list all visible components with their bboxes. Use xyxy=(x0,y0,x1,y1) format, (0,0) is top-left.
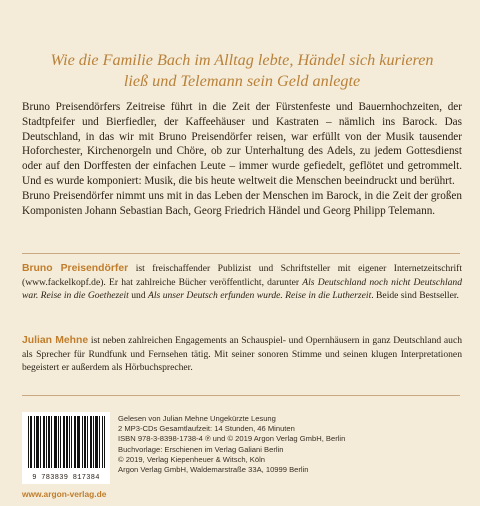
barcode-bar xyxy=(90,416,91,468)
barcode-bar xyxy=(64,416,65,468)
intro-text xyxy=(22,100,462,218)
barcode-bar xyxy=(55,416,56,468)
barcode-bar xyxy=(31,416,32,468)
author-bio-text-3: . Beide sind Bestseller. xyxy=(371,290,459,302)
barcode-bar xyxy=(67,416,68,468)
barcode-bar xyxy=(93,416,94,468)
author-bio-text-2: und xyxy=(128,290,149,302)
barcode-bar xyxy=(44,416,45,468)
intro-paragraph-2: Bruno Preisendörfer nimmt uns mit in das Leben der Menschen im Barock, in die Zeit der großen Komponisten Johann Sebastian Bach, Georg Friedrich Händel und Georg Philipp Telemann. xyxy=(22,189,462,217)
barcode-bars xyxy=(22,412,110,474)
narrator-name: Julian Mehne xyxy=(22,335,89,346)
credits-line-2: 2 MP3-CDs Gesamtlaufzeit: 14 Stunden, 46 Minuten xyxy=(118,424,295,434)
barcode-bar xyxy=(48,416,49,468)
isbn-barcode xyxy=(22,412,110,484)
barcode-bar xyxy=(85,416,86,468)
barcode-bar xyxy=(84,416,85,468)
headline-line-2: ließ und Telemann sein Geld anlegte xyxy=(123,72,361,90)
credits-line-5: © 2019, Verlag Kiepenheuer & Witsch, Köln xyxy=(118,454,266,464)
barcode-bar xyxy=(30,416,31,468)
barcode-bar xyxy=(69,416,70,468)
barcode-bar xyxy=(28,416,29,468)
barcode-bar xyxy=(82,416,83,468)
barcode-bar xyxy=(104,416,105,468)
author-bio-text-1: ist freischaffender Publizist und Schriftsteller mit eigener Internetzeitschrift (www.fackelkopf.de). Er hat zahlreiche Bücher veröffentlicht, darunter xyxy=(22,263,462,288)
author-book-title-2: Als unser Deutsch erfunden wurde. Reise in die Lutherzeit xyxy=(148,290,372,302)
headline-line-1: Wie die Familie Bach im Alltag lebte, Händel sich kurieren xyxy=(50,51,434,69)
barcode-bar xyxy=(75,416,76,468)
barcode-bar xyxy=(63,416,64,468)
barcode-digits: 9 783839 817384 xyxy=(32,474,100,482)
author-bio xyxy=(22,262,462,303)
barcode-bar xyxy=(71,416,72,468)
publisher-website[interactable]: www.argon-verlag.de xyxy=(22,489,107,499)
barcode-bar xyxy=(102,416,103,468)
barcode-bar xyxy=(78,416,79,468)
author-name: Bruno Preisendörfer xyxy=(22,263,129,274)
barcode-bar xyxy=(97,416,98,468)
barcode-bar xyxy=(40,416,41,468)
credits-line-3: ISBN 978-3-8398-1738-4 ℗ und © 2019 Argon Verlag GmbH, Berlin xyxy=(118,434,346,444)
production-credits xyxy=(118,414,468,475)
barcode-bar xyxy=(60,416,61,468)
barcode-bar xyxy=(87,416,88,468)
credits-line-4: Buchvorlage: Erschienen im Verlag Galiani Berlin xyxy=(118,444,284,454)
barcode-bar xyxy=(36,416,37,468)
narrator-bio-text: ist neben zahlreichen Engagements an Schauspiel- und Opernhäusern in ganz Deutschland auch als Sprecher für Rundfunk und Fernsehen tätig. Mit seiner sonoren Stimme und seinen klugen Interpretationen begeistert er außerdem als Hörbuchsprecher. xyxy=(22,335,462,374)
barcode-bar xyxy=(58,416,59,468)
barcode-bar xyxy=(66,416,67,468)
barcode-bar xyxy=(74,416,75,468)
author-book-title-1: Als Deutschland noch nicht Deutschland war. Reise in die Goethezeit xyxy=(22,276,462,302)
barcode-bar xyxy=(79,416,80,468)
divider-bottom xyxy=(22,395,460,396)
barcode-bar xyxy=(99,416,100,468)
barcode-bar xyxy=(49,416,50,468)
barcode-bar xyxy=(46,416,47,468)
barcode-bar xyxy=(34,416,35,468)
barcode-bar xyxy=(56,416,57,468)
barcode-bar xyxy=(43,416,44,468)
intro-paragraph-1: Bruno Preisendörfers Zeitreise führt in die Zeit der Fürstenfeste und Bauernhochzeiten, der Stadtpfeifer und Bierfiedler, der Kaffeehäuser und Kastraten – nämlich ins Barock. Das Deutschland, in das wir mit Bruno Preisendörfer reisen, war erfüllt von der Musik tausender Hoforchester, Kirchenorgeln und Chöre, ob zur Unterhaltung des Adels, zu jedem Gottesdienst oder auf den Dorffesten der einfachen Leute – immer wurde gefiedelt, geflötet und getrommelt. Und es wurde komponiert: Musik, die bis heute weltweit die Menschen beeindruckt und berührt. xyxy=(22,101,462,187)
credits-line-6: Argon Verlag GmbH, Waldemarstraße 33A, 10999 Berlin xyxy=(118,465,309,475)
barcode-bar xyxy=(51,416,52,468)
narrator-bio xyxy=(22,334,462,375)
barcode-bar xyxy=(37,416,38,468)
barcode-bar xyxy=(54,416,55,468)
headline xyxy=(22,50,462,92)
divider-top xyxy=(22,253,460,254)
credits-line-1: Gelesen von Julian Mehne Ungekürzte Lesung xyxy=(118,414,276,423)
barcode-bar xyxy=(91,416,92,468)
barcode-bar xyxy=(77,416,78,468)
barcode-bar xyxy=(95,416,96,468)
barcode-bar xyxy=(38,416,39,468)
barcode-bar xyxy=(96,416,97,468)
